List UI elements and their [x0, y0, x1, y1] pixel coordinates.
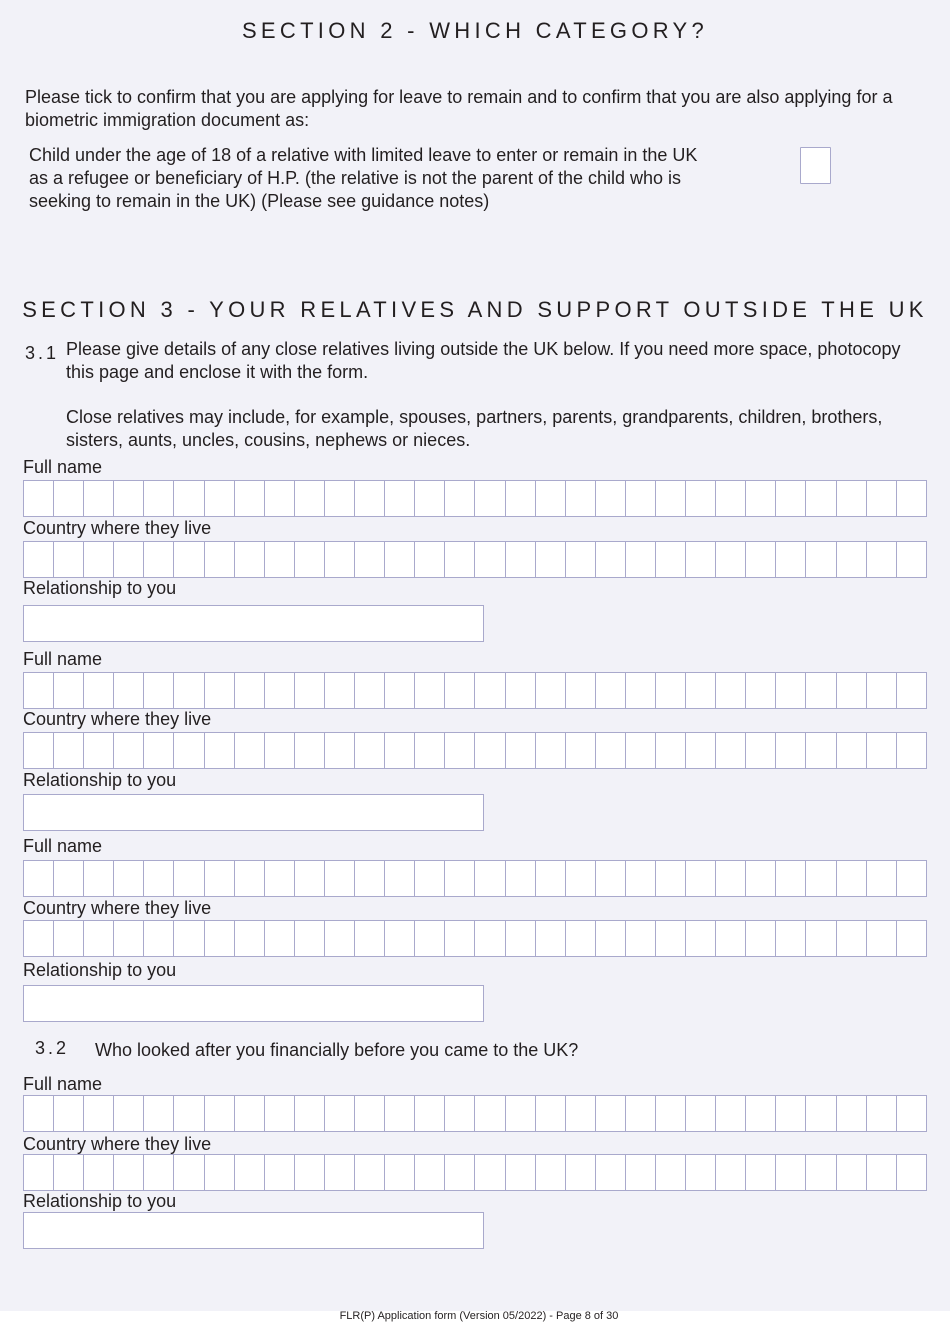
character-cell[interactable] — [686, 1096, 716, 1131]
character-cell[interactable] — [385, 673, 415, 708]
character-cell[interactable] — [205, 481, 235, 516]
full-name-label: Full name — [23, 1074, 103, 1094]
country-label: Country where they live — [23, 709, 212, 729]
character-cell[interactable] — [385, 921, 415, 956]
character-cell[interactable] — [385, 733, 415, 768]
character-cell[interactable] — [566, 1155, 596, 1190]
character-cell[interactable] — [54, 861, 84, 896]
character-cell[interactable] — [24, 1155, 54, 1190]
character-cell[interactable] — [174, 481, 204, 516]
character-cell[interactable] — [325, 673, 355, 708]
character-cell[interactable] — [84, 481, 114, 516]
character-cell[interactable] — [445, 673, 475, 708]
character-cell[interactable] — [806, 1155, 836, 1190]
character-cell[interactable] — [776, 861, 806, 896]
character-cell[interactable] — [686, 481, 716, 516]
character-cell[interactable] — [746, 1096, 776, 1131]
character-cell[interactable] — [445, 921, 475, 956]
character-cell[interactable] — [776, 1155, 806, 1190]
character-cell[interactable] — [656, 542, 686, 577]
character-cell[interactable] — [686, 542, 716, 577]
character-cell[interactable] — [475, 861, 505, 896]
character-cell[interactable] — [867, 921, 897, 956]
character-cell[interactable] — [385, 1096, 415, 1131]
relative-1-relationship-input[interactable] — [23, 605, 484, 642]
supporter-full-name-input[interactable] — [23, 1095, 927, 1132]
full-name-label: Full name — [23, 836, 103, 856]
character-cell[interactable] — [867, 861, 897, 896]
character-cell[interactable] — [656, 673, 686, 708]
character-cell[interactable] — [746, 673, 776, 708]
relative-2-relationship-input[interactable] — [23, 794, 484, 831]
character-cell[interactable] — [144, 542, 174, 577]
country-label: Country where they live — [23, 898, 212, 918]
character-cell[interactable] — [837, 733, 867, 768]
character-cell[interactable] — [716, 542, 746, 577]
character-cell[interactable] — [235, 861, 265, 896]
character-cell[interactable] — [174, 1155, 204, 1190]
character-cell[interactable] — [205, 921, 235, 956]
character-cell[interactable] — [566, 921, 596, 956]
character-cell[interactable] — [24, 861, 54, 896]
character-cell[interactable] — [566, 1096, 596, 1131]
character-cell[interactable] — [24, 673, 54, 708]
character-cell[interactable] — [355, 733, 385, 768]
page-footer: FLR(P) Application form (Version 05/2022) - Page 8 of 30 — [339, 1310, 619, 1322]
character-cell[interactable] — [445, 542, 475, 577]
character-cell[interactable] — [54, 1155, 84, 1190]
character-cell[interactable] — [144, 733, 174, 768]
character-cell[interactable] — [355, 921, 385, 956]
character-cell[interactable] — [84, 1096, 114, 1131]
character-cell[interactable] — [174, 1096, 204, 1131]
character-cell[interactable] — [84, 542, 114, 577]
section-2-intro: Please tick to confirm that you are applying for leave to remain and to confirm that you are also applying for a biometric immigration document as: — [25, 87, 893, 130]
relative-3-country-input[interactable] — [23, 920, 927, 957]
relative-3-relationship-input[interactable] — [23, 985, 484, 1022]
relative-2-country-input[interactable] — [23, 732, 927, 769]
character-cell[interactable] — [295, 1096, 325, 1131]
character-cell[interactable] — [536, 861, 566, 896]
character-cell[interactable] — [325, 733, 355, 768]
character-cell[interactable] — [24, 921, 54, 956]
character-cell[interactable] — [445, 1096, 475, 1131]
character-cell[interactable] — [897, 861, 926, 896]
character-cell[interactable] — [536, 733, 566, 768]
character-cell[interactable] — [475, 542, 505, 577]
character-cell[interactable] — [686, 861, 716, 896]
character-cell[interactable] — [897, 1155, 926, 1190]
character-cell[interactable] — [114, 1096, 144, 1131]
character-cell[interactable] — [205, 1096, 235, 1131]
character-cell[interactable] — [686, 921, 716, 956]
character-cell[interactable] — [235, 733, 265, 768]
character-cell[interactable] — [235, 1096, 265, 1131]
character-cell[interactable] — [265, 861, 295, 896]
category-checkbox[interactable] — [800, 147, 831, 184]
character-cell[interactable] — [897, 542, 926, 577]
character-cell[interactable] — [385, 542, 415, 577]
character-cell[interactable] — [536, 542, 566, 577]
character-cell[interactable] — [716, 861, 746, 896]
character-cell[interactable] — [325, 542, 355, 577]
character-cell[interactable] — [265, 1096, 295, 1131]
supporter-relationship-input[interactable] — [23, 1212, 484, 1249]
character-cell[interactable] — [536, 1096, 566, 1131]
character-cell[interactable] — [686, 733, 716, 768]
character-cell[interactable] — [325, 1096, 355, 1131]
character-cell[interactable] — [415, 542, 445, 577]
character-cell[interactable] — [837, 921, 867, 956]
character-cell[interactable] — [445, 481, 475, 516]
character-cell[interactable] — [295, 481, 325, 516]
full-name-label: Full name — [23, 649, 103, 669]
question-3-2-text: Who looked after you financially before you came to the UK? — [95, 1040, 579, 1060]
character-cell[interactable] — [656, 1155, 686, 1190]
character-cell[interactable] — [596, 1155, 626, 1190]
character-cell[interactable] — [506, 861, 536, 896]
character-cell[interactable] — [566, 733, 596, 768]
character-cell[interactable] — [265, 481, 295, 516]
character-cell[interactable] — [716, 481, 746, 516]
character-cell[interactable] — [536, 921, 566, 956]
character-cell[interactable] — [776, 921, 806, 956]
character-cell[interactable] — [686, 1155, 716, 1190]
section-2-title: SECTION 2 - WHICH CATEGORY? — [241, 18, 709, 43]
character-cell[interactable] — [626, 542, 656, 577]
character-cell[interactable] — [746, 1155, 776, 1190]
character-cell[interactable] — [265, 542, 295, 577]
character-cell[interactable] — [114, 542, 144, 577]
character-cell[interactable] — [656, 733, 686, 768]
character-cell[interactable] — [837, 481, 867, 516]
character-cell[interactable] — [235, 542, 265, 577]
question-3-1-number: 3.1 — [25, 343, 60, 363]
character-cell[interactable] — [716, 733, 746, 768]
character-cell[interactable] — [174, 861, 204, 896]
character-cell[interactable] — [114, 481, 144, 516]
character-cell[interactable] — [716, 673, 746, 708]
question-3-1-note: Close relatives may include, for example, spouses, partners, parents, grandparents, children, brothers, sisters, aunts, uncles, cousins, nephews or nieces. — [66, 407, 883, 450]
character-cell[interactable] — [415, 921, 445, 956]
category-option-text: Child under the age of 18 of a relative with limited leave to enter or remain in the UK as a refugee or beneficiary of H.P. (the relative is not the parent of the child who is seeking to remain in the UK) (Please see guidance notes) — [29, 145, 698, 211]
country-label: Country where they live — [23, 518, 212, 538]
character-cell[interactable] — [144, 1096, 174, 1131]
character-cell[interactable] — [355, 673, 385, 708]
character-cell[interactable] — [656, 921, 686, 956]
character-cell[interactable] — [596, 861, 626, 896]
character-cell[interactable] — [897, 481, 926, 516]
character-cell[interactable] — [566, 861, 596, 896]
character-cell[interactable] — [897, 921, 926, 956]
character-cell[interactable] — [355, 542, 385, 577]
character-cell[interactable] — [295, 1155, 325, 1190]
character-cell[interactable] — [837, 1155, 867, 1190]
character-cell[interactable] — [596, 481, 626, 516]
character-cell[interactable] — [686, 673, 716, 708]
character-cell[interactable] — [355, 1155, 385, 1190]
character-cell[interactable] — [295, 921, 325, 956]
character-cell[interactable] — [205, 733, 235, 768]
character-cell[interactable] — [54, 733, 84, 768]
character-cell[interactable] — [626, 861, 656, 896]
character-cell[interactable] — [54, 542, 84, 577]
character-cell[interactable] — [867, 1155, 897, 1190]
character-cell[interactable] — [776, 673, 806, 708]
country-label: Country where they live — [23, 1134, 212, 1154]
supporter-country-input[interactable] — [23, 1154, 927, 1191]
character-cell[interactable] — [806, 921, 836, 956]
relative-3-full-name-input[interactable] — [23, 860, 927, 897]
question-3-1-text: Please give details of any close relatives living outside the UK below. If you need more space, photocopy this page and enclose it with the form. — [66, 339, 901, 382]
character-cell[interactable] — [235, 673, 265, 708]
character-cell[interactable] — [84, 733, 114, 768]
character-cell[interactable] — [596, 542, 626, 577]
character-cell[interactable] — [626, 733, 656, 768]
character-cell[interactable] — [656, 1096, 686, 1131]
relative-1-full-name-input[interactable] — [23, 480, 927, 517]
relationship-label: Relationship to you — [23, 578, 177, 598]
character-cell[interactable] — [506, 921, 536, 956]
character-cell[interactable] — [837, 542, 867, 577]
character-cell[interactable] — [806, 861, 836, 896]
character-cell[interactable] — [415, 673, 445, 708]
character-cell[interactable] — [385, 861, 415, 896]
character-cell[interactable] — [776, 542, 806, 577]
character-cell[interactable] — [295, 673, 325, 708]
character-cell[interactable] — [114, 673, 144, 708]
relative-2-full-name-input[interactable] — [23, 672, 927, 709]
character-cell[interactable] — [325, 921, 355, 956]
character-cell[interactable] — [776, 1096, 806, 1131]
character-cell[interactable] — [325, 861, 355, 896]
character-cell[interactable] — [54, 921, 84, 956]
character-cell[interactable] — [746, 861, 776, 896]
character-cell[interactable] — [265, 733, 295, 768]
character-cell[interactable] — [265, 921, 295, 956]
character-cell[interactable] — [355, 1096, 385, 1131]
character-cell[interactable] — [867, 673, 897, 708]
character-cell[interactable] — [24, 733, 54, 768]
character-cell[interactable] — [867, 733, 897, 768]
character-cell[interactable] — [205, 1155, 235, 1190]
character-cell[interactable] — [536, 673, 566, 708]
character-cell[interactable] — [626, 1155, 656, 1190]
character-cell[interactable] — [746, 542, 776, 577]
character-cell[interactable] — [24, 481, 54, 516]
character-cell[interactable] — [897, 1096, 926, 1131]
character-cell[interactable] — [776, 733, 806, 768]
character-cell[interactable] — [596, 733, 626, 768]
character-cell[interactable] — [656, 481, 686, 516]
character-cell[interactable] — [626, 1096, 656, 1131]
character-cell[interactable] — [475, 733, 505, 768]
character-cell[interactable] — [626, 673, 656, 708]
character-cell[interactable] — [746, 481, 776, 516]
character-cell[interactable] — [114, 921, 144, 956]
character-cell[interactable] — [114, 861, 144, 896]
character-cell[interactable] — [385, 1155, 415, 1190]
character-cell[interactable] — [174, 733, 204, 768]
character-cell[interactable] — [325, 1155, 355, 1190]
character-cell[interactable] — [626, 481, 656, 516]
character-cell[interactable] — [144, 921, 174, 956]
character-cell[interactable] — [24, 542, 54, 577]
relative-1-country-input[interactable] — [23, 541, 927, 578]
character-cell[interactable] — [114, 1155, 144, 1190]
full-name-label: Full name — [23, 457, 103, 477]
character-cell[interactable] — [265, 673, 295, 708]
character-cell[interactable] — [445, 861, 475, 896]
character-cell[interactable] — [596, 921, 626, 956]
character-cell[interactable] — [235, 1155, 265, 1190]
character-cell[interactable] — [144, 481, 174, 516]
character-cell[interactable] — [566, 673, 596, 708]
character-cell[interactable] — [325, 481, 355, 516]
character-cell[interactable] — [205, 542, 235, 577]
character-cell[interactable] — [114, 733, 144, 768]
character-cell[interactable] — [626, 921, 656, 956]
character-cell[interactable] — [566, 481, 596, 516]
character-cell[interactable] — [716, 1096, 746, 1131]
character-cell[interactable] — [295, 733, 325, 768]
character-cell[interactable] — [656, 861, 686, 896]
character-cell[interactable] — [806, 673, 836, 708]
character-cell[interactable] — [776, 481, 806, 516]
character-cell[interactable] — [445, 1155, 475, 1190]
character-cell[interactable] — [837, 861, 867, 896]
question-3-2-number: 3.2 — [35, 1038, 70, 1058]
character-cell[interactable] — [355, 481, 385, 516]
character-cell[interactable] — [806, 481, 836, 516]
character-cell[interactable] — [867, 542, 897, 577]
character-cell[interactable] — [54, 673, 84, 708]
character-cell[interactable] — [837, 673, 867, 708]
character-cell[interactable] — [506, 673, 536, 708]
character-cell[interactable] — [596, 673, 626, 708]
character-cell[interactable] — [475, 481, 505, 516]
character-cell[interactable] — [54, 1096, 84, 1131]
character-cell[interactable] — [566, 542, 596, 577]
character-cell[interactable] — [265, 1155, 295, 1190]
character-cell[interactable] — [506, 1096, 536, 1131]
character-cell[interactable] — [596, 1096, 626, 1131]
character-cell[interactable] — [385, 481, 415, 516]
character-cell[interactable] — [54, 481, 84, 516]
character-cell[interactable] — [205, 861, 235, 896]
character-cell[interactable] — [506, 733, 536, 768]
character-cell[interactable] — [506, 542, 536, 577]
section-3-panel — [0, 240, 950, 1311]
character-cell[interactable] — [295, 861, 325, 896]
relationship-label: Relationship to you — [23, 960, 177, 980]
character-cell[interactable] — [837, 1096, 867, 1131]
character-cell[interactable] — [475, 921, 505, 956]
character-cell[interactable] — [415, 733, 445, 768]
character-cell[interactable] — [506, 481, 536, 516]
character-cell[interactable] — [174, 673, 204, 708]
character-cell[interactable] — [235, 921, 265, 956]
character-cell[interactable] — [174, 542, 204, 577]
character-cell[interactable] — [867, 1096, 897, 1131]
relationship-label: Relationship to you — [23, 1191, 177, 1211]
character-cell[interactable] — [235, 481, 265, 516]
character-cell[interactable] — [536, 481, 566, 516]
character-cell[interactable] — [867, 481, 897, 516]
character-cell[interactable] — [897, 673, 926, 708]
character-cell[interactable] — [84, 673, 114, 708]
section-3-title: SECTION 3 - YOUR RELATIVES AND SUPPORT OUTSIDE THE UK — [22, 297, 928, 322]
character-cell[interactable] — [475, 1155, 505, 1190]
character-cell[interactable] — [174, 921, 204, 956]
character-cell[interactable] — [84, 1155, 114, 1190]
character-cell[interactable] — [475, 673, 505, 708]
character-cell[interactable] — [716, 1155, 746, 1190]
character-cell[interactable] — [746, 921, 776, 956]
character-cell[interactable] — [24, 1096, 54, 1131]
character-cell[interactable] — [144, 861, 174, 896]
character-cell[interactable] — [746, 733, 776, 768]
character-cell[interactable] — [415, 861, 445, 896]
character-cell[interactable] — [144, 673, 174, 708]
character-cell[interactable] — [295, 542, 325, 577]
character-cell[interactable] — [415, 1096, 445, 1131]
character-cell[interactable] — [806, 733, 836, 768]
character-cell[interactable] — [84, 921, 114, 956]
section-2-panel — [0, 0, 950, 240]
character-cell[interactable] — [506, 1155, 536, 1190]
relationship-label: Relationship to you — [23, 770, 177, 790]
character-cell[interactable] — [806, 542, 836, 577]
character-cell[interactable] — [144, 1155, 174, 1190]
character-cell[interactable] — [475, 1096, 505, 1131]
character-cell[interactable] — [415, 481, 445, 516]
character-cell[interactable] — [445, 733, 475, 768]
character-cell[interactable] — [897, 733, 926, 768]
character-cell[interactable] — [716, 921, 746, 956]
character-cell[interactable] — [355, 861, 385, 896]
character-cell[interactable] — [806, 1096, 836, 1131]
character-cell[interactable] — [205, 673, 235, 708]
character-cell[interactable] — [84, 861, 114, 896]
character-cell[interactable] — [415, 1155, 445, 1190]
character-cell[interactable] — [536, 1155, 566, 1190]
